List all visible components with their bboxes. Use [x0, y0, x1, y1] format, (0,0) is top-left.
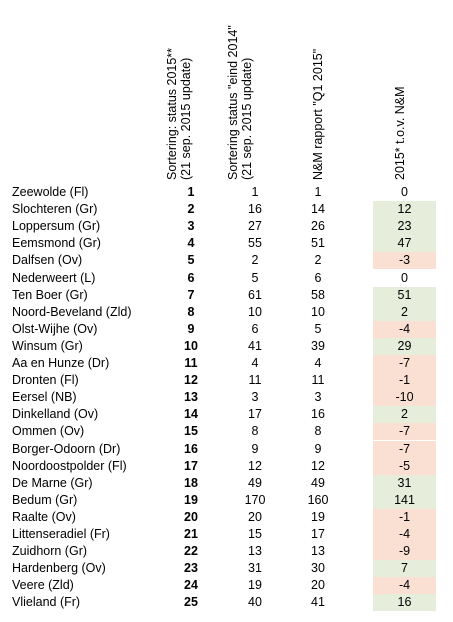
municipality-name: Dinkelland (Ov): [12, 407, 99, 422]
municipality-name: Hardenberg (Ov): [12, 561, 106, 576]
rank-eind-2014: 15: [248, 527, 262, 541]
diff-vs-nm: -4: [373, 321, 436, 338]
rank-eind-2014: 31: [248, 561, 262, 576]
rank-nm-rapport: 3: [314, 390, 322, 405]
rank-2015: 13: [184, 390, 198, 405]
diff-vs-nm: -5: [373, 458, 436, 475]
municipality-name: Slochteren (Gr): [12, 202, 98, 217]
header-nm-rapport: [305, 0, 345, 180]
municipality-name: Raalte (Ov): [12, 509, 76, 524]
rank-eind-2014: 19: [248, 578, 262, 593]
rank-2015: 21: [184, 527, 198, 541]
rank-2015: 20: [184, 509, 198, 524]
rank-2015: 14: [184, 407, 198, 422]
rank-2015: 10: [184, 338, 198, 353]
rank-eind-2014: 41: [248, 338, 262, 353]
rank-eind-2014: 6: [251, 321, 259, 336]
table-row: [0, 389, 453, 406]
rank-2015: 23: [184, 561, 198, 576]
rank-nm-rapport: 30: [311, 561, 325, 576]
rank-2015: 17: [184, 458, 198, 473]
table-row: [0, 218, 453, 235]
table-row: [0, 492, 453, 509]
diff-vs-nm: 0: [373, 184, 436, 201]
rank-nm-rapport: 13: [311, 544, 325, 559]
rank-eind-2014: 3: [251, 390, 259, 405]
rank-eind-2014: 16: [248, 202, 262, 217]
diff-vs-nm: -7: [373, 423, 436, 440]
municipality-name: Dalfsen (Ov): [12, 253, 83, 268]
diff-vs-nm: 2: [373, 304, 436, 321]
rank-2015: 15: [184, 424, 198, 439]
rank-2015: 19: [184, 492, 198, 507]
diff-vs-nm: -7: [373, 441, 436, 458]
rank-nm-rapport: 20: [311, 578, 325, 593]
municipality-name: Dronten (Fl): [12, 373, 79, 388]
table-row: [0, 355, 453, 372]
municipality-name: Borger-Odoorn (Dr): [12, 441, 121, 456]
header-rank-line2: (21 sep. 2015 update): [179, 57, 193, 180]
rank-eind-2014: 9: [251, 441, 259, 456]
diff-vs-nm: 12: [373, 201, 436, 218]
rank-2015: 18: [184, 475, 198, 490]
table-row: [0, 201, 453, 218]
table-row: [0, 509, 453, 526]
table-row: [0, 252, 453, 269]
header-diff: [387, 0, 427, 180]
rank-2015: 4: [187, 236, 195, 251]
municipality-name: Eersel (NB): [12, 390, 77, 405]
diff-vs-nm: -10: [373, 389, 436, 406]
rank-eind-2014: 12: [248, 458, 262, 473]
table-row: [0, 338, 453, 355]
municipality-name: Veere (Zld): [12, 578, 74, 593]
rank-eind-2014: 170: [244, 492, 266, 507]
table-row: [0, 526, 453, 543]
rank-nm-rapport: 17: [311, 527, 325, 541]
rank-nm-rapport: 58: [311, 287, 325, 302]
rank-2015: 22: [184, 544, 198, 559]
rank-2015: 7: [187, 287, 195, 302]
table-row: [0, 543, 453, 560]
rank-nm-rapport: 12: [311, 458, 325, 473]
rank-eind-2014: 49: [248, 475, 262, 490]
diff-vs-nm: 29: [373, 338, 436, 355]
header-rank-line1: Sortering: status 2015**: [165, 47, 179, 180]
rank-eind-2014: 20: [248, 509, 262, 524]
rank-eind-2014: 17: [248, 407, 262, 422]
municipality-name: Bedum (Gr): [12, 492, 78, 507]
municipality-name: Eemsmond (Gr): [12, 236, 101, 251]
municipality-name: Aa en Hunze (Dr): [12, 356, 110, 370]
rank-2015: 6: [187, 270, 195, 285]
municipality-name: Littenseradiel (Fr): [12, 527, 110, 541]
municipality-name: Ten Boer (Gr): [12, 287, 88, 302]
diff-vs-nm: 7: [373, 560, 436, 577]
rank-2015: 24: [184, 578, 198, 593]
diff-vs-nm: 23: [373, 218, 436, 235]
rank-nm-rapport: 26: [311, 219, 325, 234]
table-row: [0, 594, 453, 611]
diff-vs-nm: -4: [373, 526, 436, 543]
table-row: [0, 270, 453, 287]
municipality-name: Zuidhorn (Gr): [12, 544, 88, 559]
rank-nm-rapport: 10: [311, 304, 325, 319]
table-row: [0, 475, 453, 492]
rank-nm-rapport: 51: [311, 236, 325, 251]
rank-2015: 2: [187, 202, 195, 217]
municipality-name: Noordoostpolder (Fl): [12, 458, 127, 473]
rank-eind-2014: 40: [248, 595, 262, 610]
rank-nm-rapport: 16: [311, 407, 325, 422]
table-row: [0, 184, 453, 201]
rank-2015: 11: [184, 356, 198, 370]
diff-vs-nm: -9: [373, 543, 436, 560]
diff-vs-nm: -4: [373, 577, 436, 594]
rank-nm-rapport: 1: [314, 185, 322, 199]
header-nm-rapport-line1: N&M rapport "Q1 2015": [311, 48, 325, 180]
diff-vs-nm: 141: [373, 492, 436, 509]
rank-eind-2014: 1: [251, 185, 259, 199]
rank-nm-rapport: 160: [307, 492, 329, 507]
municipality-name: Loppersum (Gr): [12, 219, 101, 234]
rank-eind-2014: 4: [251, 356, 259, 370]
rank-2015: 25: [184, 595, 198, 610]
municipality-name: Vlieland (Fr): [12, 595, 81, 610]
rank-nm-rapport: 14: [311, 202, 325, 217]
table-row: [0, 287, 453, 304]
rank-eind-2014: 27: [248, 219, 262, 234]
municipality-name: Noord-Beveland (Zld): [12, 304, 132, 319]
rank-eind-2014: 2: [251, 253, 259, 268]
table-row: [0, 441, 453, 458]
table-row: [0, 577, 453, 594]
rank-2015: 5: [187, 253, 195, 268]
table-row: [0, 423, 453, 440]
table-row: [0, 304, 453, 321]
header-eind-2014-line1: Sortering status "eind 2014": [226, 25, 240, 180]
municipality-name: De Marne (Gr): [12, 475, 93, 490]
rank-2015: 1: [187, 185, 195, 199]
rank-nm-rapport: 9: [314, 441, 322, 456]
header-rank: [165, 0, 213, 180]
rank-nm-rapport: 49: [311, 475, 325, 490]
rank-nm-rapport: 11: [311, 373, 325, 388]
rank-eind-2014: 10: [248, 304, 262, 319]
municipality-name: Nederweert (L): [12, 270, 96, 285]
table-row: [0, 372, 453, 389]
diff-vs-nm: -1: [373, 372, 436, 389]
diff-vs-nm: -3: [373, 252, 436, 269]
rank-eind-2014: 13: [248, 544, 262, 559]
table-row: [0, 235, 453, 252]
municipality-name: Winsum (Gr): [12, 338, 83, 353]
table-row: [0, 406, 453, 423]
diff-vs-nm: 47: [373, 235, 436, 252]
diff-vs-nm: 31: [373, 475, 436, 492]
rank-eind-2014: 61: [248, 287, 262, 302]
header-diff-line1: 2015* t.o.v. N&M: [393, 86, 407, 180]
rank-2015: 3: [187, 219, 195, 234]
rank-eind-2014: 5: [251, 270, 259, 285]
header-eind-2014-line2: (21 sep. 2015 update): [240, 57, 254, 180]
rank-nm-rapport: 19: [311, 509, 325, 524]
diff-vs-nm: 0: [373, 270, 436, 287]
diff-vs-nm: 2: [373, 406, 436, 423]
rank-2015: 8: [187, 304, 195, 319]
rank-eind-2014: 8: [251, 424, 259, 439]
diff-vs-nm: 16: [373, 594, 436, 611]
municipality-name: Zeewolde (Fl): [12, 185, 89, 199]
diff-vs-nm: -7: [373, 355, 436, 372]
municipality-name: Ommen (Ov): [12, 424, 85, 439]
rank-2015: 9: [187, 321, 195, 336]
rank-nm-rapport: 5: [314, 321, 322, 336]
rank-nm-rapport: 39: [311, 338, 325, 353]
diff-vs-nm: 51: [373, 287, 436, 304]
rank-eind-2014: 55: [248, 236, 262, 251]
table-row: [0, 458, 453, 475]
rank-nm-rapport: 41: [311, 595, 325, 610]
header-eind-2014: [226, 0, 274, 180]
table-row: [0, 560, 453, 577]
municipality-name: Olst-Wijhe (Ov): [12, 321, 98, 336]
rank-2015: 12: [184, 373, 198, 388]
rank-eind-2014: 11: [248, 373, 262, 388]
table-row: [0, 321, 453, 338]
rank-nm-rapport: 2: [314, 253, 322, 268]
rank-nm-rapport: 8: [314, 424, 322, 439]
rank-nm-rapport: 4: [314, 356, 322, 370]
rank-nm-rapport: 6: [314, 270, 322, 285]
diff-vs-nm: -1: [373, 509, 436, 526]
rank-2015: 16: [184, 441, 198, 456]
